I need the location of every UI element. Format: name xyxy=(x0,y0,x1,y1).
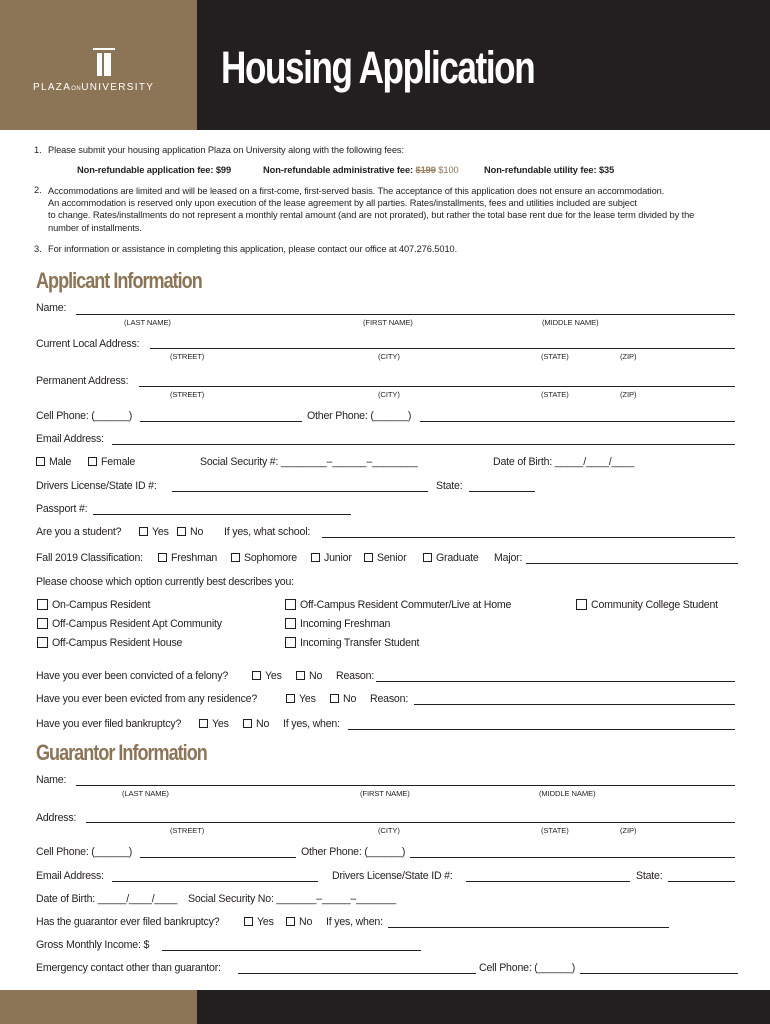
g-other-phone-field[interactable] xyxy=(410,857,735,858)
junior-checkbox[interactable] xyxy=(311,553,320,562)
evicted-no-checkbox[interactable] xyxy=(330,694,339,703)
major-label: Major: xyxy=(494,552,523,564)
passport-field[interactable] xyxy=(93,514,351,515)
ssn-field[interactable]: Social Security #: ________–______–________ xyxy=(200,456,418,468)
g-emergency-label: Emergency contact other than guarantor: xyxy=(36,962,221,974)
off-campus-house-checkbox[interactable] xyxy=(37,637,48,648)
felony-reason-label: Reason: xyxy=(336,670,375,682)
bankruptcy-yes-checkbox[interactable] xyxy=(199,719,208,728)
g-bankruptcy-yes-checkbox[interactable] xyxy=(244,917,253,926)
option-off-campus-apt[interactable]: Off-Campus Resident Apt Community xyxy=(37,618,222,630)
instruction-3-number: 3. xyxy=(34,244,42,254)
off-campus-apt-checkbox[interactable] xyxy=(37,618,48,629)
applicant-name-label: Name: xyxy=(36,302,67,314)
g-bankruptcy-when-label: If yes, when: xyxy=(326,916,383,928)
bankruptcy-no-checkbox[interactable] xyxy=(243,719,252,728)
perm-state-caption: (STATE) xyxy=(541,390,569,399)
logo-mark-icon xyxy=(93,48,115,76)
bankruptcy-no[interactable]: No xyxy=(243,718,269,730)
guarantor-address-label: Address: xyxy=(36,812,77,824)
felony-yes[interactable]: Yes xyxy=(252,670,282,682)
male-checkbox[interactable] xyxy=(36,457,45,466)
g-income-label: Gross Monthly Income: $ xyxy=(36,939,150,951)
instruction-2-number: 2. xyxy=(34,185,42,195)
school-label: If yes, what school: xyxy=(224,526,311,538)
g-zip-caption: (ZIP) xyxy=(620,826,637,835)
felony-yes-checkbox[interactable] xyxy=(252,671,261,680)
fee-utility: Non-refundable utility fee: $35 xyxy=(484,165,615,175)
logo-wordmark: PLAZAONUNIVERSITY xyxy=(33,82,155,93)
felony-no[interactable]: No xyxy=(296,670,322,682)
cell-phone-label: Cell Phone: (______) xyxy=(36,410,133,422)
fee-admin-struck: $199 xyxy=(415,165,436,175)
guarantor-middle-name-caption: (MIDDLE NAME) xyxy=(539,789,596,798)
option-off-campus-house[interactable]: Off-Campus Resident House xyxy=(37,637,182,649)
evicted-yes[interactable]: Yes xyxy=(286,693,316,705)
student-no-checkbox[interactable] xyxy=(177,527,186,536)
sophomore-checkbox[interactable] xyxy=(231,553,240,562)
student-question: Are you a student? xyxy=(36,526,122,538)
option-on-campus[interactable]: On-Campus Resident xyxy=(37,599,150,611)
evicted-reason-field[interactable] xyxy=(414,704,735,705)
guarantor-first-name-caption: (FIRST NAME) xyxy=(360,789,410,798)
female-checkbox[interactable] xyxy=(88,457,97,466)
email-field[interactable] xyxy=(112,444,735,445)
option-community-college[interactable]: Community College Student xyxy=(576,599,718,611)
instruction-2: Accommodations are limited and will be leased on a first-come, first-served basis. The acceptance of this application does not ensure an accommodation. An accommodation is reserved only upon execution of the lease agreement by all parties. Rates/installments, fees and utilities included are subject to change. Rates/installments do not represent a monthly rental amount (and are not prorated), but rather the total base rent due for the lease term divided by the number of installments. xyxy=(48,186,695,233)
dl-state-field[interactable] xyxy=(469,491,535,492)
applicant-last-name-caption: (LAST NAME) xyxy=(124,318,171,327)
gender-female[interactable]: Female xyxy=(88,456,135,468)
g-state-field[interactable] xyxy=(668,881,735,882)
page-title: Housing Application xyxy=(221,42,535,93)
local-state-caption: (STATE) xyxy=(541,352,569,361)
dob-field[interactable]: Date of Birth: _____/____/____ xyxy=(493,456,635,468)
felony-no-checkbox[interactable] xyxy=(296,671,305,680)
student-yes[interactable]: Yes xyxy=(139,526,169,538)
g-dob-field[interactable]: Date of Birth: _____/____/____ xyxy=(36,893,178,905)
local-city-caption: (CITY) xyxy=(378,352,400,361)
guarantor-name-field[interactable] xyxy=(76,785,735,786)
header-logo-panel xyxy=(0,0,197,130)
bankruptcy-when-field[interactable] xyxy=(348,729,735,730)
option-incoming-freshman[interactable]: Incoming Freshman xyxy=(285,618,390,630)
g-bankruptcy-when-field[interactable] xyxy=(388,927,669,928)
guarantor-last-name-caption: (LAST NAME) xyxy=(122,789,169,798)
evicted-reason-label: Reason: xyxy=(370,693,409,705)
g-emergency-field[interactable] xyxy=(238,973,476,974)
g-emergency-phone-label: Cell Phone: (______) xyxy=(479,962,576,974)
evicted-question: Have you ever been evicted from any residence? xyxy=(36,693,258,705)
local-address-field[interactable] xyxy=(150,348,735,349)
class-sophomore[interactable]: Sophomore xyxy=(231,552,297,564)
incoming-freshman-checkbox[interactable] xyxy=(285,618,296,629)
dl-field[interactable] xyxy=(172,491,428,492)
perm-city-caption: (CITY) xyxy=(378,390,400,399)
student-yes-checkbox[interactable] xyxy=(139,527,148,536)
g-bankruptcy-question: Has the guarantor ever filed bankruptcy? xyxy=(36,916,220,928)
graduate-checkbox[interactable] xyxy=(423,553,432,562)
classification-label: Fall 2019 Classification: xyxy=(36,552,143,564)
g-emergency-phone-field[interactable] xyxy=(580,973,738,974)
guarantor-heading: Guarantor Information xyxy=(36,740,207,765)
class-graduate[interactable]: Graduate xyxy=(423,552,479,564)
g-bankruptcy-no-checkbox[interactable] xyxy=(286,917,295,926)
class-freshman[interactable]: Freshman xyxy=(158,552,217,564)
g-dl-label: Drivers License/State ID #: xyxy=(332,870,453,882)
fee-admin-new: $100 xyxy=(438,165,459,175)
g-street-caption: (STREET) xyxy=(170,826,205,835)
instruction-1: Please submit your housing application Plaza on University along with the following fees: xyxy=(48,145,404,155)
commuter-checkbox[interactable] xyxy=(285,599,296,610)
cell-phone-field[interactable] xyxy=(140,421,302,422)
g-dl-field[interactable] xyxy=(466,881,630,882)
felony-question: Have you ever been convicted of a felony? xyxy=(36,670,229,682)
g-state-label: State: xyxy=(636,870,663,882)
g-bankruptcy-yes[interactable]: Yes xyxy=(244,916,274,928)
on-campus-checkbox[interactable] xyxy=(37,599,48,610)
guarantor-name-label: Name: xyxy=(36,774,67,786)
applicant-heading: Applicant Information xyxy=(36,268,202,293)
g-bankruptcy-no[interactable]: No xyxy=(286,916,312,928)
guarantor-address-field[interactable] xyxy=(86,822,735,823)
g-other-phone-label: Other Phone: (______) xyxy=(301,846,406,858)
g-income-field[interactable] xyxy=(162,950,421,951)
gender-male[interactable]: Male xyxy=(36,456,71,468)
local-zip-caption: (ZIP) xyxy=(620,352,637,361)
evicted-yes-checkbox[interactable] xyxy=(286,694,295,703)
applicant-first-name-caption: (FIRST NAME) xyxy=(363,318,413,327)
major-field[interactable] xyxy=(526,563,738,564)
g-cell-phone-field[interactable] xyxy=(140,857,296,858)
local-address-label: Current Local Address: xyxy=(36,338,140,350)
passport-label: Passport #: xyxy=(36,503,88,515)
community-college-checkbox[interactable] xyxy=(576,599,587,610)
bankruptcy-when-label: If yes, when: xyxy=(283,718,340,730)
permanent-address-label: Permanent Address: xyxy=(36,375,129,387)
senior-checkbox[interactable] xyxy=(364,553,373,562)
student-no[interactable]: No xyxy=(177,526,203,538)
instruction-3: For information or assistance in completing this application, please contact our office at 407.276.5010. xyxy=(48,244,458,254)
option-commuter[interactable]: Off-Campus Resident Commuter/Live at Home xyxy=(285,599,511,611)
local-street-caption: (STREET) xyxy=(170,352,205,361)
class-junior[interactable]: Junior xyxy=(311,552,352,564)
evicted-no[interactable]: No xyxy=(330,693,356,705)
bankruptcy-question: Have you ever filed bankruptcy? xyxy=(36,718,182,730)
dl-state-label: State: xyxy=(436,480,463,492)
perm-street-caption: (STREET) xyxy=(170,390,205,399)
felony-reason-field[interactable] xyxy=(376,681,735,682)
other-phone-label: Other Phone: (______) xyxy=(307,410,412,422)
g-state-caption: (STATE) xyxy=(541,826,569,835)
choose-prompt: Please choose which option currently best describes you: xyxy=(36,576,294,588)
class-senior[interactable]: Senior xyxy=(364,552,406,564)
school-field[interactable] xyxy=(322,537,735,538)
g-email-label: Email Address: xyxy=(36,870,104,882)
footer-bar-dark xyxy=(197,990,770,1024)
freshman-checkbox[interactable] xyxy=(158,553,167,562)
fee-application: Non-refundable application fee: $99 xyxy=(77,165,232,175)
g-ssn-field[interactable]: Social Security No: _______–_____–_______ xyxy=(188,893,396,905)
perm-zip-caption: (ZIP) xyxy=(620,390,637,399)
email-label: Email Address: xyxy=(36,433,104,445)
g-city-caption: (CITY) xyxy=(378,826,400,835)
header-title-panel xyxy=(197,0,770,130)
bankruptcy-yes[interactable]: Yes xyxy=(199,718,229,730)
other-phone-field[interactable] xyxy=(420,421,735,422)
g-cell-phone-label: Cell Phone: (______) xyxy=(36,846,133,858)
footer-bar-tan xyxy=(0,990,197,1024)
applicant-name-field[interactable] xyxy=(76,314,735,315)
dl-label: Drivers License/State ID #: xyxy=(36,480,157,492)
instruction-1-number: 1. xyxy=(34,145,42,155)
applicant-middle-name-caption: (MIDDLE NAME) xyxy=(542,318,599,327)
incoming-transfer-checkbox[interactable] xyxy=(285,637,296,648)
permanent-address-field[interactable] xyxy=(139,386,735,387)
g-email-field[interactable] xyxy=(112,881,318,882)
fee-admin: Non-refundable administrative fee: $199 $100 xyxy=(263,165,459,175)
option-incoming-transfer[interactable]: Incoming Transfer Student xyxy=(285,637,419,649)
